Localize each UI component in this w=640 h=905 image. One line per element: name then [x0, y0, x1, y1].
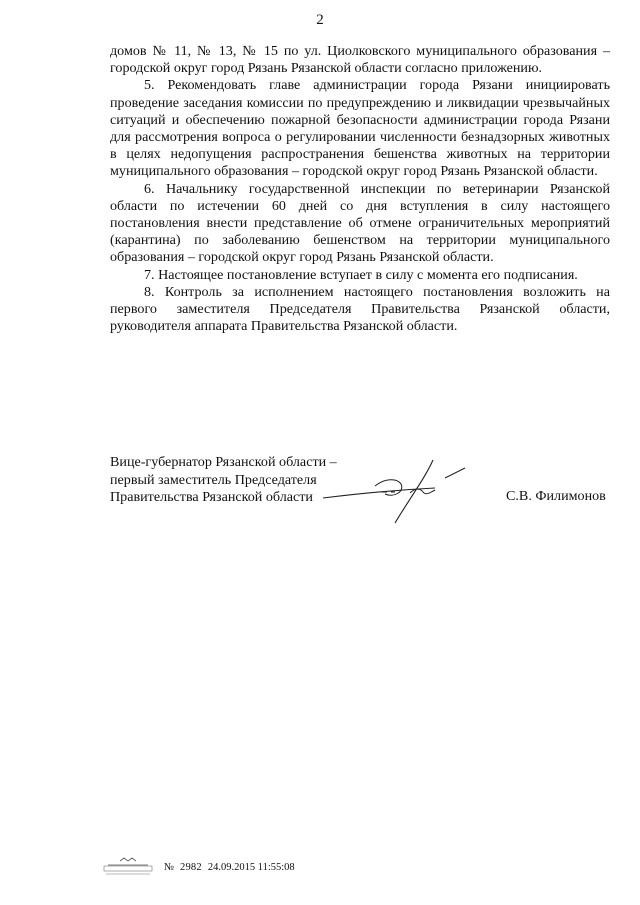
paragraph-7: 7. Настоящее постановление вступает в силу с момента его подписания. — [144, 266, 578, 283]
document-body — [110, 43, 610, 335]
registration-prefix: № — [164, 861, 175, 873]
paragraph-1: домов № 11, № 13, № 15 по ул. Циолковского муниципального образования – городской округ город Рязань Рязанской области согласно приложению. — [110, 43, 610, 77]
registration-number: 2982 — [180, 861, 202, 873]
stamp-icon — [98, 856, 158, 878]
registration-footer — [98, 856, 295, 878]
signer-position-line-2: первый заместитель Председателя — [110, 471, 317, 488]
signer-position-line-3: Правительства Рязанской области — [110, 489, 313, 506]
paragraph-5: 5. Рекомендовать главе администрации города Рязани инициировать проведение заседания комиссии по предупреждению и ликвидации чрезвычайных ситуаций и обеспечению пожарной безопасности администрации города Рязани для рассмотрения вопроса о регулировании численности безнадзорных животных в целях недопущения распространения бешенства животных на территории муниципального образования – городской округ город Рязань Рязанской области. — [110, 77, 610, 180]
signer-position-line-1: Вице-губернатор Рязанской области – — [110, 454, 337, 470]
page-number: 2 — [316, 12, 324, 28]
paragraph-8: 8. Контроль за исполнением настоящего постановления возложить на первого заместителя Председателя Правительства Рязанской области, руководителя аппарата Правительства Рязанской области. — [110, 283, 610, 335]
paragraph-6: 6. Начальнику государственной инспекции по ветеринарии Рязанской области по истечении 60 дней со дня вступления в силу настоящего постановления внести представление об отмене ограничительных мероприятий (карантина) по заболеванию бешенством на территории муниципального образования – городской округ город Рязань Рязанской области. — [110, 180, 610, 266]
handwritten-signature — [315, 448, 485, 528]
signer-name: С.В. Филимонов — [506, 488, 606, 504]
registration-datetime: 24.09.2015 11:55:08 — [207, 861, 295, 873]
signature-block — [110, 454, 620, 507]
